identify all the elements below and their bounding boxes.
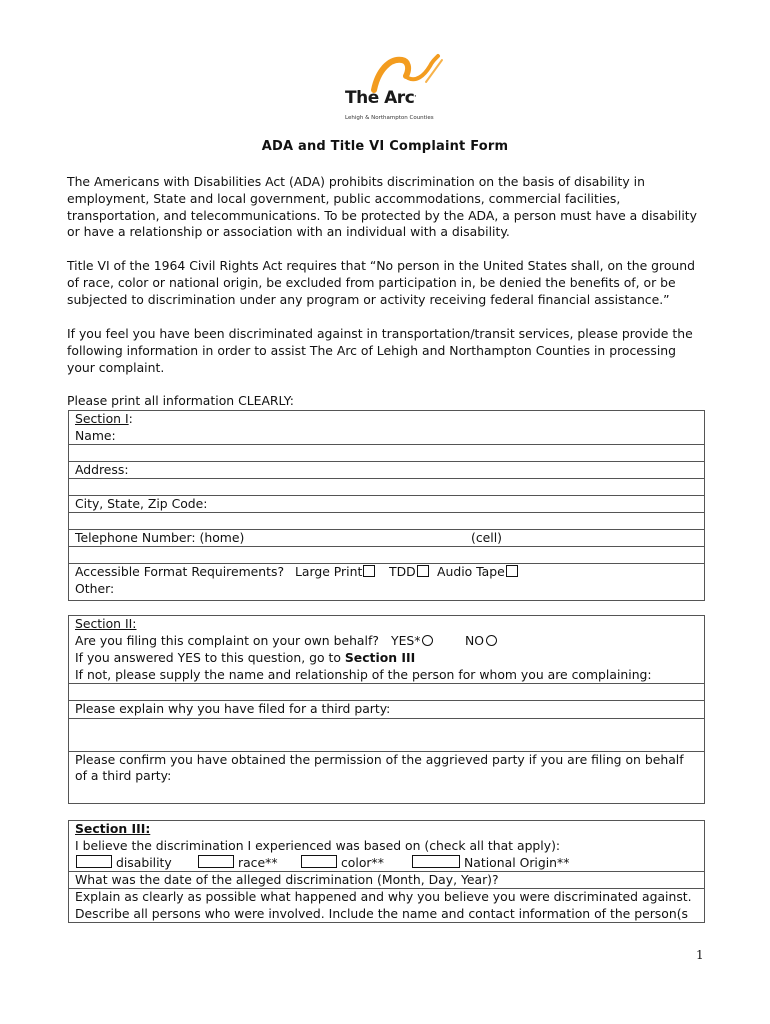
section-2-table	[68, 615, 705, 804]
format-row	[69, 564, 704, 581]
audio-tape-checkbox[interactable]	[506, 565, 518, 577]
yes-goto-note: If you answered YES to this question, go to Section III	[75, 650, 416, 665]
page-number: 1	[696, 948, 704, 962]
explain-line-2: Describe all persons who were involved. Include the name and contact information of the person(s	[75, 906, 688, 921]
large-print-checkbox[interactable]	[363, 565, 375, 577]
disability-blank[interactable]	[76, 855, 112, 868]
yes-radio[interactable]	[422, 635, 433, 646]
basis-label: I believe the discrimination I experienced was based on (check all that apply):	[75, 838, 561, 853]
color-blank[interactable]	[301, 855, 337, 868]
section-1-heading: Section I:	[75, 411, 133, 426]
section-1-table	[68, 410, 705, 601]
tdd-option[interactable]: TDD	[389, 564, 429, 580]
race-blank[interactable]	[198, 855, 234, 868]
format-label: Accessible Format Requirements?	[75, 564, 285, 579]
address-field[interactable]	[69, 479, 704, 496]
name-label: Name:	[69, 428, 704, 445]
tdd-checkbox[interactable]	[417, 565, 429, 577]
logo-subtitle: Lehigh & Northampton Counties	[345, 115, 434, 121]
explain-third-party-field[interactable]	[69, 719, 704, 752]
telephone-row	[69, 530, 704, 547]
other-label: Other:	[75, 581, 115, 596]
date-label: What was the date of the alleged discrimination (Month, Day, Year)?	[69, 872, 704, 889]
section-3-heading: Section III:	[75, 821, 151, 836]
title-vi-paragraph: Title VI of the 1964 Civil Rights Act requires that “No person in the United States shall, on the ground of race, color or national origin, be excluded from participation in, be denied the benefits of, or be subjected to discrimination under any program or activity receiving federal financial assistance.”	[67, 258, 695, 307]
phone-home-label: Telephone Number: (home)	[75, 530, 245, 545]
basis-race[interactable]: race**	[198, 855, 278, 871]
third-party-person-field[interactable]	[69, 684, 704, 701]
address-label: Address:	[69, 462, 704, 479]
print-clearly-note: Please print all information CLEARLY:	[67, 393, 294, 408]
confirm-permission-label: Please confirm you have obtained the permission of the aggrieved party if you are filing on behalf of a third party:	[75, 752, 684, 783]
ada-paragraph: The Americans with Disabilities Act (ADA) prohibits discrimination on the basis of disability in employment, State and local government, public accommodations, commercial facilities, transportation, and telecommunications. To be protected by the ADA, a person must have a disability or have a relationship or association with an individual with a disability.	[67, 174, 697, 240]
if-not-label: If not, please supply the name and relationship of the person for whom you are complaining:	[69, 667, 704, 684]
logo-name: The Arc.	[345, 88, 417, 108]
basis-color[interactable]: color**	[301, 855, 384, 871]
phone-cell-label: (cell)	[471, 530, 502, 545]
section-3-table	[68, 820, 705, 923]
explain-line-1: Explain as clearly as possible what happened and why you believe you were discriminated against.	[75, 889, 692, 904]
no-option[interactable]: NO	[465, 633, 497, 649]
telephone-field[interactable]	[69, 547, 704, 564]
audio-tape-option[interactable]: Audio Tape	[437, 564, 518, 580]
explain-third-party-label: Please explain why you have filed for a third party:	[69, 701, 704, 719]
name-field[interactable]	[69, 445, 704, 462]
city-label: City, State, Zip Code:	[69, 496, 704, 513]
city-field[interactable]	[69, 513, 704, 530]
section-2-heading: Section II:	[75, 616, 137, 631]
large-print-option[interactable]: Large Print	[295, 564, 375, 580]
national-origin-blank[interactable]	[412, 855, 460, 868]
basis-options-row	[69, 855, 704, 872]
basis-national-origin[interactable]: National Origin**	[412, 855, 569, 871]
the-arc-logo	[340, 52, 460, 124]
own-behalf-row	[69, 633, 704, 650]
basis-disability[interactable]: disability	[76, 855, 172, 871]
own-behalf-question: Are you filing this complaint on your own behalf?	[75, 633, 379, 648]
no-radio[interactable]	[486, 635, 497, 646]
form-title: ADA and Title VI Complaint Form	[261, 139, 509, 154]
instructions-paragraph: If you feel you have been discriminated against in transportation/transit services, please provide the following information in order to assist The Arc of Lehigh and Northampton Counties in processing your complaint.	[67, 326, 693, 375]
yes-option[interactable]: YES*	[391, 633, 433, 649]
